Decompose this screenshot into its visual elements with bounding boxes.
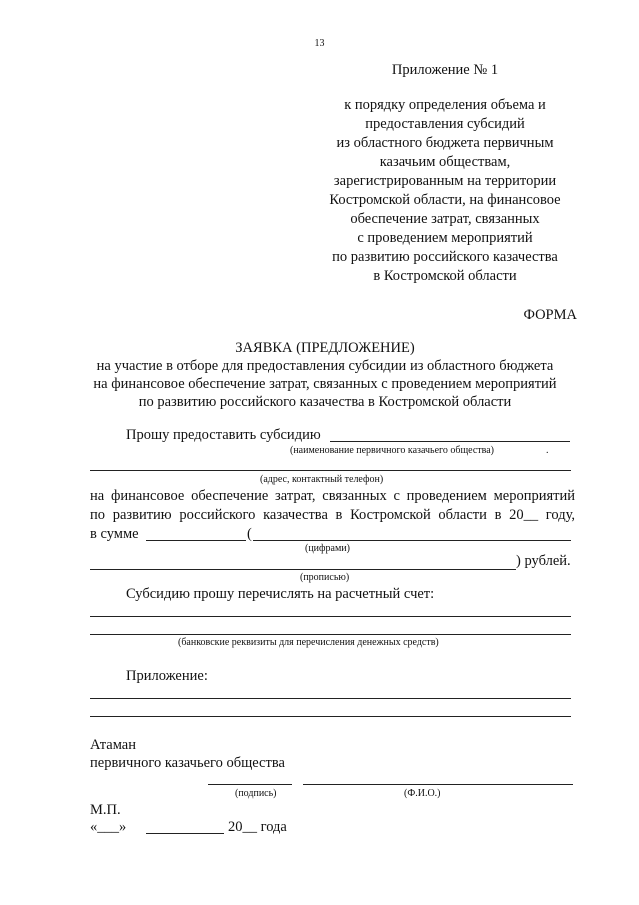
caption-full-name: (Ф.И.О.) <box>404 788 441 799</box>
caption-org-name: (наименование первичного казачьего общества) <box>290 445 495 456</box>
date-month-field[interactable] <box>146 833 224 834</box>
account-text: Субсидию прошу перечислять на расчетный счет: <box>126 586 435 602</box>
annex-line: казачьим обществам, <box>379 154 511 170</box>
title-subline: на участие в отборе для предоставления субсидии из областного бюджета <box>96 358 554 374</box>
org-name-field[interactable] <box>330 441 570 442</box>
bank-details-field[interactable] <box>90 616 571 617</box>
annex-heading: Приложение № 1 <box>391 62 499 78</box>
annex-line: по развитию российского казачества <box>332 249 558 265</box>
signer-role: Атаман <box>90 737 136 753</box>
address-field[interactable] <box>90 470 571 471</box>
annex-line: Костромской области, на финансовое <box>329 192 561 208</box>
caption-bank: (банковские реквизиты для перечисления денежных средств) <box>178 637 439 648</box>
date-day[interactable]: «___» <box>90 819 127 835</box>
full-name-field[interactable] <box>303 784 573 785</box>
annex-line: зарегистрированным на территории <box>333 173 557 189</box>
annex-line: к порядку определения объема и <box>344 97 546 113</box>
amount-open-paren: ( <box>247 526 252 542</box>
bank-details-field[interactable] <box>90 634 571 635</box>
caption-signature: (подпись) <box>235 788 277 799</box>
document-title: ЗАЯВКА (ПРЕДЛОЖЕНИЕ) <box>235 340 415 356</box>
form-label: ФОРМА <box>523 307 577 323</box>
annex-line: в Костромской области <box>373 268 517 284</box>
appendix-label: Приложение: <box>126 668 208 684</box>
scan-mark: . <box>546 445 549 456</box>
appendix-field[interactable] <box>90 698 571 699</box>
annex-line: обеспечение затрат, связанных <box>350 211 540 227</box>
page-number: 13 <box>314 38 325 49</box>
title-subline: на финансовое обеспечение затрат, связанных с проведением мероприятий <box>93 376 557 392</box>
purpose-line: на финансовое обеспечение затрат, связанных с проведением мероприятий <box>90 488 575 504</box>
caption-words: (прописью) <box>300 572 350 583</box>
request-text: Прошу предоставить субсидию <box>126 427 321 443</box>
signature-field[interactable] <box>208 784 292 785</box>
stamp-label: М.П. <box>90 802 121 818</box>
date-year[interactable]: 20__ года <box>228 819 287 835</box>
amount-field-continued[interactable] <box>253 540 571 541</box>
annex-line: из областного бюджета первичным <box>336 135 554 151</box>
title-subline: по развитию российского казачества в Костромской области <box>138 394 512 410</box>
annex-line: с проведением мероприятий <box>357 230 533 246</box>
purpose-line: по развитию российского казачества в Костромской области в 20__ году, <box>90 507 575 523</box>
amount-number-field[interactable] <box>146 540 246 541</box>
caption-digits: (цифрами) <box>305 543 350 554</box>
signer-organization: первичного казачьего общества <box>90 755 285 771</box>
amount-suffix: ) рублей. <box>516 553 571 569</box>
appendix-field[interactable] <box>90 716 571 717</box>
caption-address: (адрес, контактный телефон) <box>260 474 384 485</box>
amount-words-field[interactable] <box>90 569 516 570</box>
annex-line: предоставления субсидий <box>365 116 525 132</box>
amount-prefix: в сумме <box>90 526 139 542</box>
